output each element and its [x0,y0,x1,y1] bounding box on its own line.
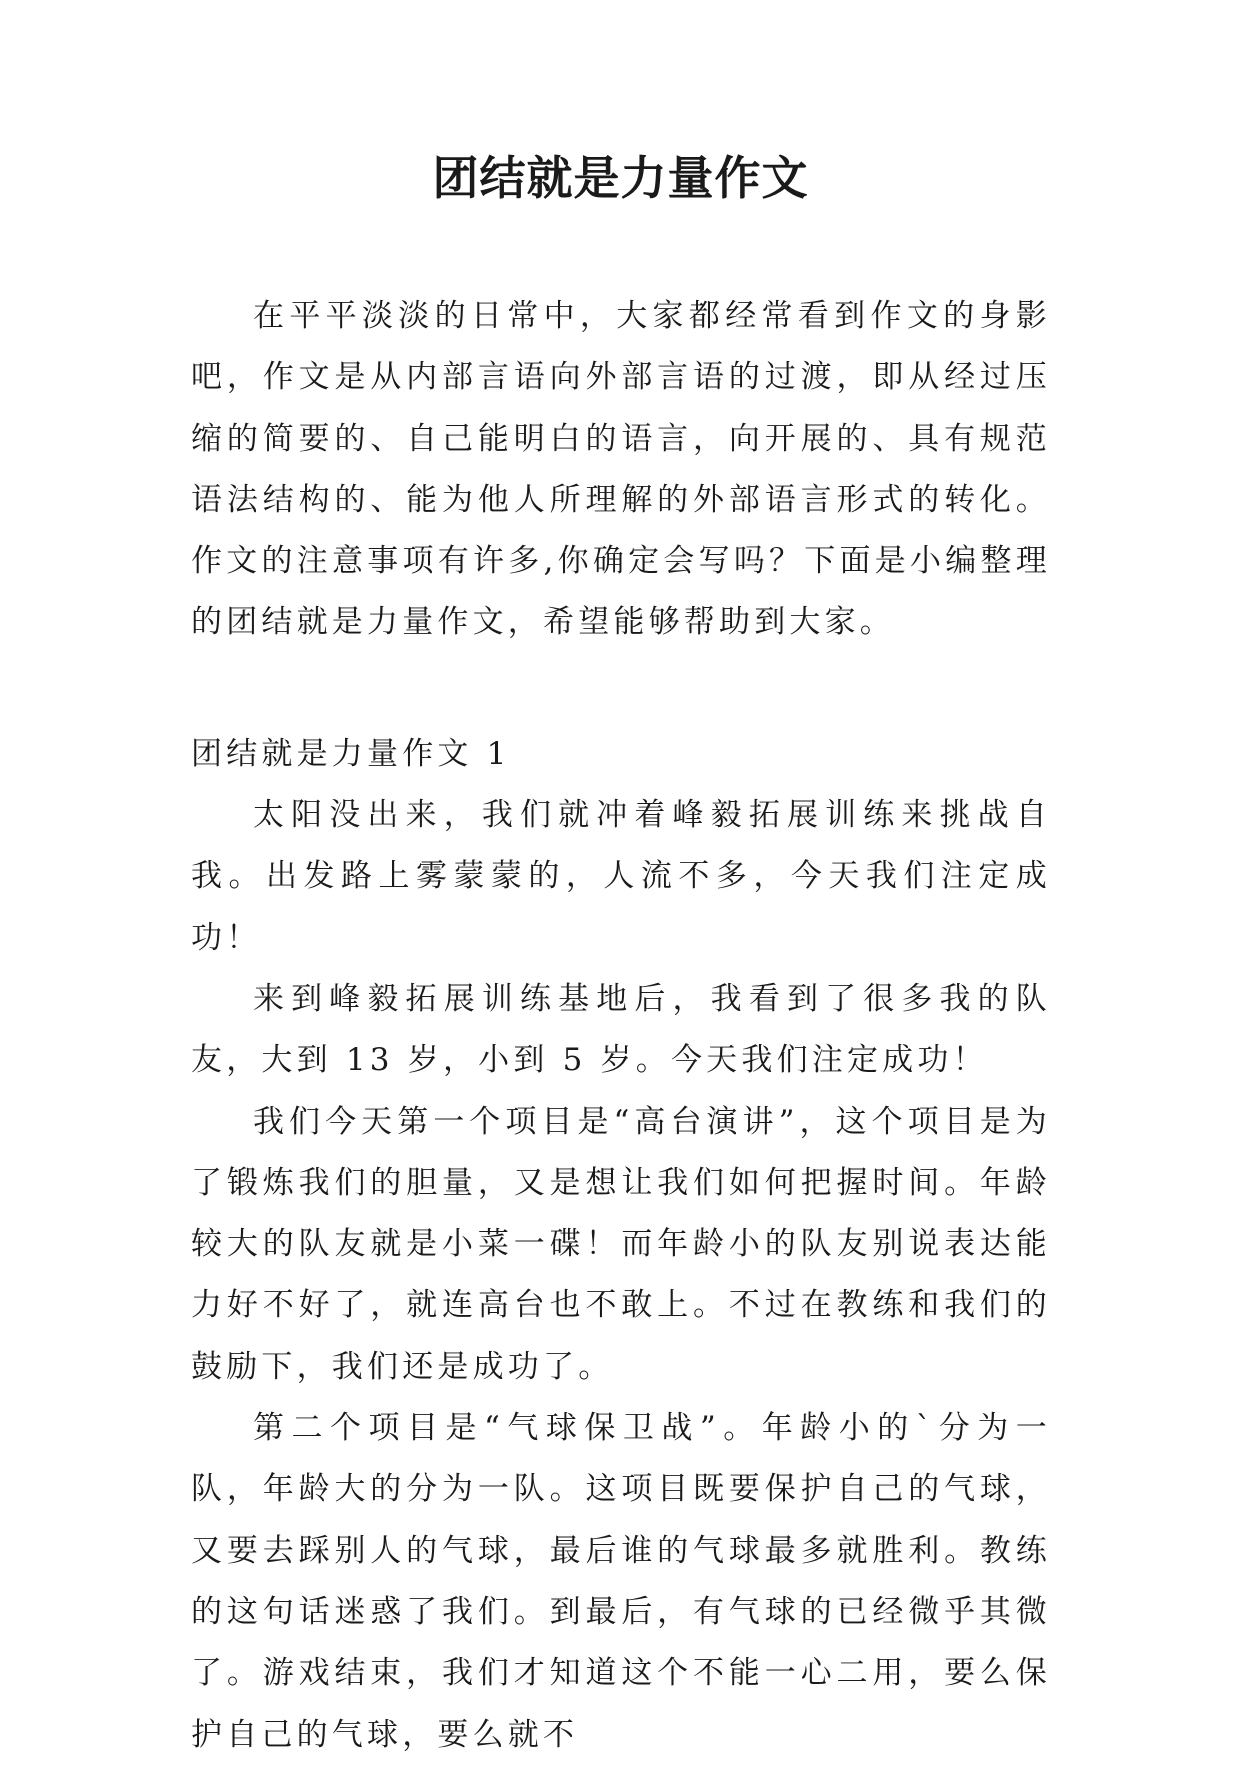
body-paragraph: 来到峰毅拓展训练基地后，我看到了很多我的队友，大到 13 岁，小到 5 岁。今天我们注定成功！ [191,980,1051,1079]
body-paragraph: 第二个项目是“气球保卫战”。年龄小的`分为一队，年龄大的分为一队。这项目既要保护自己的气球，又要去踩别人的气球，最后谁的气球最多就胜利。教练的这句话迷惑了我们。到最后，有气球的已经微乎其微了。游戏结束，我们才知道这个不能一心二用，要么保护自己的气球，要么就不 [191,1410,1051,1753]
document-title: 团结就是力量作文 [432,151,809,205]
section-spacer [191,654,1051,724]
section-heading: 团结就是力量作文 1 [191,735,511,772]
document-body [191,286,1051,1766]
body-paragraph: 太阳没出来，我们就冲着峰毅拓展训练来挑战自我。出发路上雾蒙蒙的，人流不多，今天我们注定成功！ [191,797,1051,956]
body-paragraph: 我们今天第一个项目是“高台演讲”，这个项目是为了锻炼我们的胆量，又是想让我们如何把握时间。年龄较大的队友就是小菜一碟！而年龄小的队友别说表达能力好不好了，就连高台也不敢上。不过在教练和我们的鼓励下，我们还是成功了。 [191,1103,1051,1385]
intro-paragraph: 在平平淡淡的日常中，大家都经常看到作文的身影吧，作文是从内部言语向外部言语的过渡，即从经过压缩的简要的、自己能明白的语言，向开展的、具有规范语法结构的、能为他人所理解的外部语言形式的转化。作文的注意事项有许多,你确定会写吗？下面是小编整理的团结就是力量作文，希望能够帮助到大家。 [191,298,1051,641]
